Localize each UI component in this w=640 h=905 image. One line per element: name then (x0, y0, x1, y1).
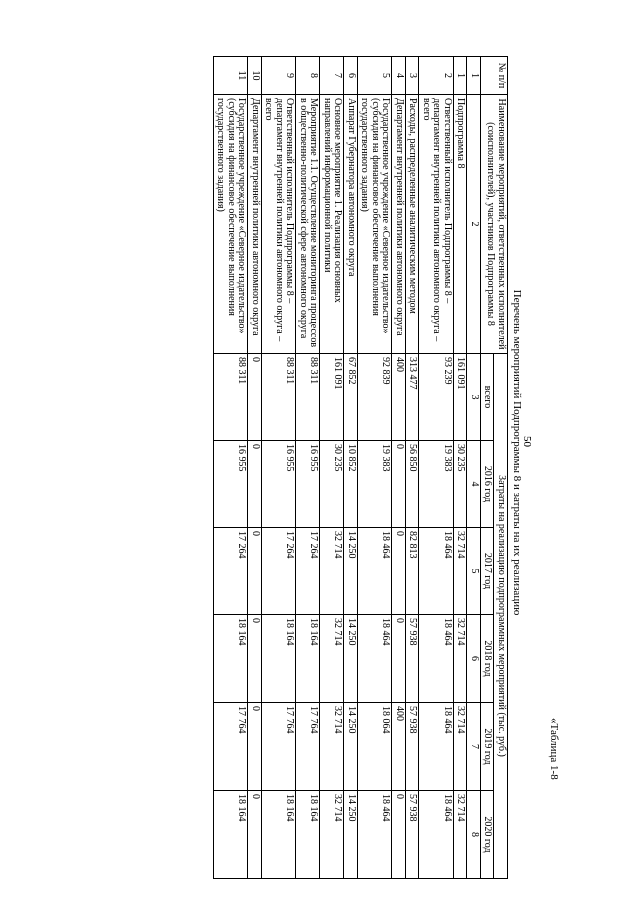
row-value: 30 235 (320, 441, 344, 528)
row-value: 0 (248, 703, 262, 791)
row-value: 88 311 (214, 354, 249, 441)
row-name: Ответственный исполнитель Подпрограммы 8 – департамент внутренней политики автономного округа – всего (419, 95, 454, 354)
row-value: 32 714 (454, 703, 468, 791)
table-row (262, 57, 297, 879)
column-index: 6 (467, 615, 481, 703)
row-value: 19 383 (358, 441, 393, 528)
row-number: 1 (454, 57, 468, 95)
row-value: 18 164 (262, 791, 297, 879)
row-name: Департамент внутренней политики автономного округа (248, 95, 262, 354)
row-value: 32 714 (454, 615, 468, 703)
column-index: 7 (467, 703, 481, 791)
row-value: 0 (248, 528, 262, 615)
row-value: 0 (392, 528, 406, 615)
column-index: 4 (467, 441, 481, 528)
row-value: 30 235 (454, 441, 468, 528)
row-value: 17 264 (296, 528, 320, 615)
row-value: 0 (248, 441, 262, 528)
row-number: 4 (392, 57, 406, 95)
header-costs: Затраты на реализацию подпрограммных мероприятий (тыс. руб.) (494, 354, 508, 879)
row-value: 14 250 (344, 528, 358, 615)
header-year: 2019 год (481, 703, 495, 791)
row-value: 18 464 (419, 703, 454, 791)
row-value: 19 383 (419, 441, 454, 528)
row-value: 0 (392, 791, 406, 879)
row-value: 16 955 (262, 441, 297, 528)
row-name: Ответственный исполнитель Подпрограммы 8 – департамент внутренней политики автономного округа – всего (262, 95, 297, 354)
column-index: 8 (467, 791, 481, 879)
table-row (320, 57, 344, 879)
row-number: 11 (214, 57, 249, 95)
row-value: 32 714 (320, 791, 344, 879)
row-value: 0 (392, 441, 406, 528)
table-row (296, 57, 320, 879)
header-row (494, 57, 508, 879)
row-value: 18 464 (419, 528, 454, 615)
row-value: 57 938 (406, 703, 420, 791)
row-value: 17 764 (296, 703, 320, 791)
table-row (248, 57, 262, 879)
row-value: 18 464 (419, 615, 454, 703)
row-number: 6 (344, 57, 358, 95)
row-value: 10 852 (344, 441, 358, 528)
row-value: 16 955 (214, 441, 249, 528)
row-name: Мероприятие 1.1. Осуществление мониторинга процессов в общественно-политической сфере автономного округа (296, 95, 320, 354)
row-value: 17 764 (214, 703, 249, 791)
row-value: 67 852 (344, 354, 358, 441)
row-number: 5 (358, 57, 393, 95)
row-value: 18 464 (358, 615, 393, 703)
row-value: 0 (248, 615, 262, 703)
row-number: 2 (419, 57, 454, 95)
row-name: Аппарат Губернатора автономного округа (344, 95, 358, 354)
row-value: 18 064 (358, 703, 393, 791)
row-value: 400 (392, 354, 406, 441)
table-row (392, 57, 406, 879)
row-number: 8 (296, 57, 320, 95)
row-value: 161 091 (320, 354, 344, 441)
row-value: 18 464 (419, 791, 454, 879)
table-body (214, 57, 468, 879)
row-value: 57 938 (406, 791, 420, 879)
row-value: 18 464 (358, 528, 393, 615)
row-value: 93 239 (419, 354, 454, 441)
header-total: всего (481, 354, 495, 441)
row-value: 18 164 (214, 791, 249, 879)
row-value: 313 477 (406, 354, 420, 441)
row-value: 88 311 (296, 354, 320, 441)
row-number: 3 (406, 57, 420, 95)
row-value: 18 164 (296, 615, 320, 703)
row-value: 82 813 (406, 528, 420, 615)
row-value: 57 938 (406, 615, 420, 703)
row-value: 0 (248, 791, 262, 879)
row-value: 14 250 (344, 703, 358, 791)
row-value: 56 850 (406, 441, 420, 528)
row-number: 9 (262, 57, 297, 95)
header-year: 2016 год (481, 441, 495, 528)
row-name: Расходы, распределенные аналитическим методом (406, 95, 420, 354)
row-name: Государственное учреждение «Северное издательство» (субсидия на финансовое обеспечение выполнения государственного задания) (358, 95, 393, 354)
table-row (419, 57, 454, 879)
table-row (344, 57, 358, 879)
row-number: 7 (320, 57, 344, 95)
header-year: 2020 год (481, 791, 495, 879)
table-row (214, 57, 249, 879)
row-value: 17 764 (262, 703, 297, 791)
header-year: 2018 год (481, 615, 495, 703)
row-name: Департамент внутренней политики автономного округа (392, 95, 406, 354)
row-name: Государственное учреждение «Северное издательство» (субсидия на финансовое обеспечение выполнения государственного задания) (214, 95, 249, 354)
row-value: 32 714 (320, 528, 344, 615)
row-name: Основное мероприятие 1. Реализация основных направлений информационной политики (320, 95, 344, 354)
page-number: 50 (521, 436, 533, 447)
header-num: № п/п (481, 57, 508, 95)
row-value: 16 955 (296, 441, 320, 528)
row-value: 0 (392, 615, 406, 703)
row-value: 17 264 (262, 528, 297, 615)
header-year: 2017 год (481, 528, 495, 615)
row-value: 14 250 (344, 615, 358, 703)
row-value: 17 264 (214, 528, 249, 615)
table-row (358, 57, 393, 879)
costs-table (213, 56, 508, 879)
column-index: 2 (467, 95, 481, 354)
row-value: 161 091 (454, 354, 468, 441)
column-index-row (467, 57, 481, 879)
row-value: 32 714 (454, 791, 468, 879)
row-value: 18 464 (358, 791, 393, 879)
row-value: 0 (248, 354, 262, 441)
row-value: 32 714 (320, 615, 344, 703)
row-value: 32 714 (320, 703, 344, 791)
header-name: Наименование мероприятий, ответственных исполнителей (соисполнителей), участников Подпрограммы 8 (481, 95, 508, 354)
document-title: Перечень мероприятий Подпрограммы 8 и затраты на их реализацию (511, 289, 523, 616)
row-value: 92 839 (358, 354, 393, 441)
row-value: 18 164 (296, 791, 320, 879)
row-value: 18 164 (214, 615, 249, 703)
row-name: Подпрограмма 8 (454, 95, 468, 354)
row-value: 88 311 (262, 354, 297, 441)
column-index: 5 (467, 528, 481, 615)
row-value: 18 164 (262, 615, 297, 703)
table-label: «Таблица 1-8 (548, 718, 560, 780)
row-value: 400 (392, 703, 406, 791)
row-value: 14 250 (344, 791, 358, 879)
row-number: 10 (248, 57, 262, 95)
column-index: 3 (467, 354, 481, 441)
column-index: 1 (467, 57, 481, 95)
table-row (454, 57, 468, 879)
row-value: 32 714 (454, 528, 468, 615)
table-row (406, 57, 420, 879)
